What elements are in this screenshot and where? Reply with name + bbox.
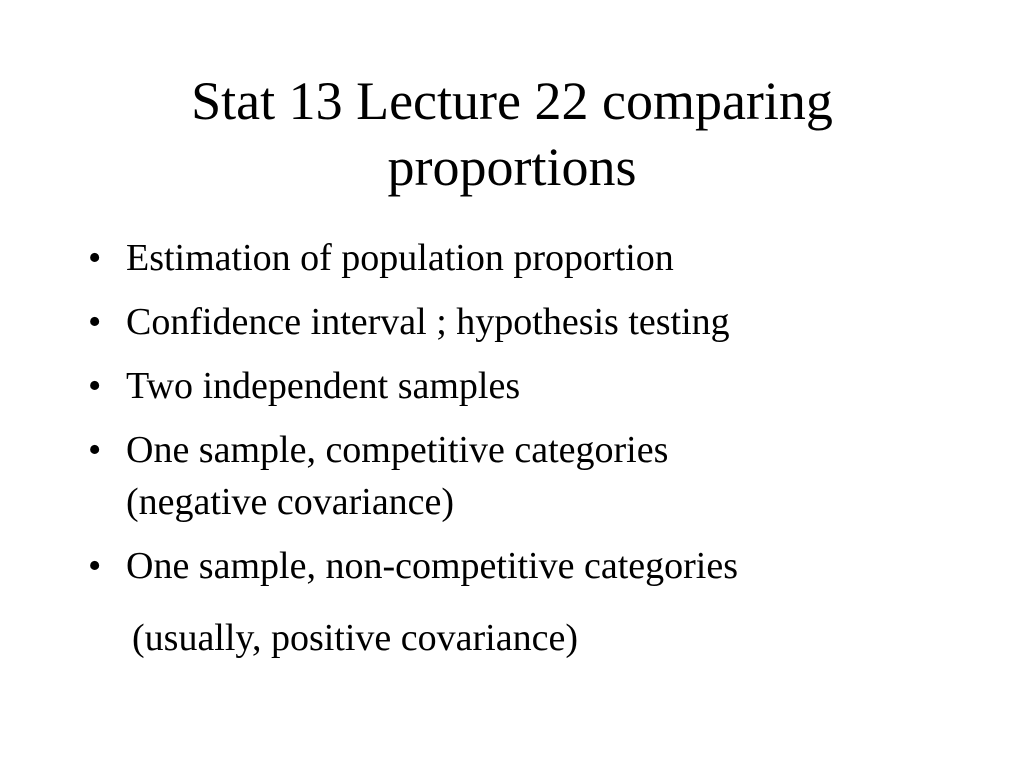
bullet-item-estimation: [88, 232, 968, 284]
bullet-item-two-samples: [88, 360, 968, 412]
bullet-text: One sample, competitive categories: [126, 429, 669, 471]
bullet-icon: •: [88, 237, 102, 279]
title-line-1: Stat 13 Lecture 22 comparing: [191, 71, 833, 131]
bullet-text: Two independent samples: [126, 365, 521, 407]
bullet-text: Confidence interval ; hypothesis testing: [126, 301, 730, 343]
bullet-list: [88, 232, 968, 604]
extra-line: (usually, positive covariance): [132, 617, 578, 659]
bullet-text: Estimation of population proportion: [126, 237, 674, 279]
bullet-text: One sample, non-competitive categories: [126, 545, 739, 587]
title-line-2: proportions: [387, 137, 637, 197]
bullet-icon: •: [88, 365, 102, 407]
bullet-text-continued: (negative covariance): [126, 481, 455, 523]
bullet-item-confidence: [88, 296, 968, 348]
bullet-icon: •: [88, 545, 102, 587]
bullet-icon: •: [88, 301, 102, 343]
bullet-icon: •: [88, 429, 102, 471]
bullet-item-competitive: [88, 424, 968, 528]
slide-title: [100, 68, 924, 200]
bullet-item-non-competitive: [88, 540, 968, 592]
